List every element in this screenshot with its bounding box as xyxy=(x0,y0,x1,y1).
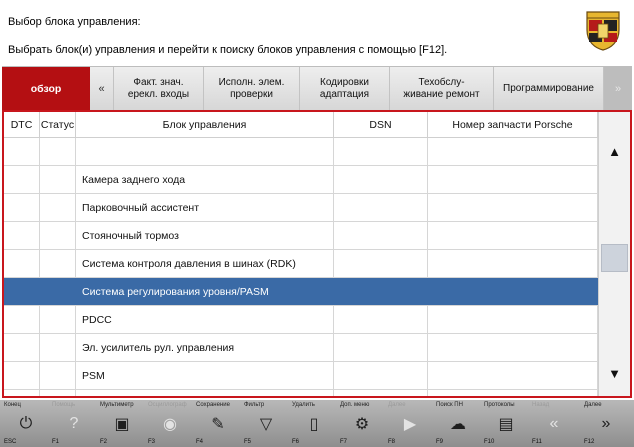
table-row[interactable] xyxy=(4,334,598,362)
control-unit-cell xyxy=(76,138,334,165)
multimeter-icon: ▣ xyxy=(114,416,130,433)
dsn-cell xyxy=(334,362,428,389)
dtc-cell xyxy=(4,222,40,249)
table-row[interactable] xyxy=(4,138,598,166)
part-number-cell xyxy=(428,334,598,361)
table-row[interactable] xyxy=(4,222,598,250)
status-cell xyxy=(40,362,76,389)
tab-coding-adaptation[interactable]: Кодировки адаптация xyxy=(300,67,390,111)
oscilloscope-button[interactable]: Осциллограф ◉ F3 xyxy=(148,402,187,445)
dtc-cell xyxy=(4,362,40,389)
power-icon: ⏻ xyxy=(19,415,33,432)
control-unit-cell: PSM xyxy=(76,362,334,389)
tab-scroll-left-button[interactable] xyxy=(90,67,114,111)
delete-icon: ▯ xyxy=(309,416,319,433)
forward-button[interactable]: Далее » F12 xyxy=(582,402,630,445)
function-key-bar xyxy=(0,400,634,447)
dtc-cell xyxy=(4,390,40,396)
back-button[interactable]: Назад « F11 xyxy=(530,402,578,445)
porsche-crest-logo xyxy=(583,8,623,52)
status-cell xyxy=(40,138,76,165)
status-cell xyxy=(40,194,76,221)
multimeter-button[interactable]: Мультиметр ▣ F2 xyxy=(100,402,134,445)
column-header-dsn[interactable]: DSN xyxy=(334,112,428,138)
scrollbar-thumb[interactable] xyxy=(601,244,628,272)
oscilloscope-icon: ◉ xyxy=(163,416,177,433)
help-button[interactable]: Помощь ? F1 xyxy=(50,402,98,445)
dsn-cell xyxy=(334,166,428,193)
page-title: Выбор блока управления: xyxy=(8,16,141,28)
table-row[interactable] xyxy=(4,390,598,396)
part-number-cell xyxy=(428,278,598,305)
extra-menu-icon: ⚙ xyxy=(354,416,370,433)
dtc-cell xyxy=(4,334,40,361)
part-number-cell xyxy=(428,194,598,221)
tab-actuator-tests[interactable]: Исполн. элем. проверки xyxy=(204,67,300,111)
scroll-up-button[interactable] xyxy=(599,134,630,168)
dsn-cell xyxy=(334,334,428,361)
status-cell xyxy=(40,222,76,249)
scroll-down-button[interactable] xyxy=(599,356,630,390)
column-header-control-unit[interactable]: Блок управления xyxy=(76,112,334,138)
dsn-cell xyxy=(334,250,428,277)
forward-icon: » xyxy=(601,415,611,432)
status-cell xyxy=(40,306,76,333)
protocols-icon: ▤ xyxy=(498,416,514,433)
tab-programming[interactable]: Программирование xyxy=(494,67,604,111)
control-unit-table xyxy=(2,110,632,398)
dsn-cell xyxy=(334,138,428,165)
status-cell xyxy=(40,250,76,277)
status-cell xyxy=(40,334,76,361)
chevron-double-left-icon: « xyxy=(98,83,105,95)
search-pn-icon: ☁ xyxy=(450,416,466,433)
table-row[interactable] xyxy=(4,362,598,390)
dtc-cell xyxy=(4,278,40,305)
dsn-cell xyxy=(334,278,428,305)
dtc-cell xyxy=(4,166,40,193)
dtc-cell xyxy=(4,138,40,165)
control-unit-cell: Парковочный ассистент xyxy=(76,194,334,221)
dtc-cell xyxy=(4,194,40,221)
triangle-up-icon: ▲ xyxy=(608,143,621,159)
part-number-cell xyxy=(428,250,598,277)
column-header-part-number[interactable]: Номер запчасти Porsche xyxy=(428,112,598,138)
status-cell xyxy=(40,390,76,396)
save-icon: ✎ xyxy=(211,416,225,433)
column-header-dtc[interactable]: DTC xyxy=(4,112,40,138)
tab-actual-values[interactable]: Факт. знач. ерекл. входы xyxy=(114,67,204,111)
table-body xyxy=(4,138,598,396)
control-unit-cell: Камера заднего хода xyxy=(76,166,334,193)
instruction-text: Выбрать блок(и) управления и перейти к поиску блоков управления с помощью [F12]. xyxy=(8,44,448,56)
part-number-cell xyxy=(428,138,598,165)
column-header-status[interactable]: Статус xyxy=(40,112,76,138)
filter-button[interactable]: Фильтр ▽ F5 xyxy=(242,402,290,445)
vertical-scrollbar[interactable] xyxy=(598,112,630,396)
tab-maintenance-repair[interactable]: Техобслу- живание ремонт xyxy=(390,67,494,111)
part-number-cell xyxy=(428,390,598,396)
table-row[interactable] xyxy=(4,250,598,278)
dtc-cell xyxy=(4,250,40,277)
dsn-cell xyxy=(334,306,428,333)
dsn-cell xyxy=(334,390,428,396)
extra-menu-button[interactable]: Доп. меню ⚙ F7 xyxy=(338,402,386,445)
control-unit-cell: Система регулирования уровня/PASM xyxy=(76,278,334,305)
table-header xyxy=(4,112,598,138)
control-unit-cell: Стояночный тормоз xyxy=(76,222,334,249)
part-number-cell xyxy=(428,362,598,389)
control-unit-cell: PDCC xyxy=(76,306,334,333)
next-icon: ▶ xyxy=(403,416,417,433)
end-button[interactable]: Конец ⏻ ESC xyxy=(2,402,50,445)
control-unit-cell: Эл. усилитель рул. управления xyxy=(76,334,334,361)
chevron-double-right-icon: » xyxy=(614,83,622,95)
part-number-cell xyxy=(428,166,598,193)
dsn-cell xyxy=(334,194,428,221)
tab-overview[interactable]: обзор xyxy=(2,67,90,111)
triangle-down-icon: ▼ xyxy=(608,365,621,381)
protocols-button[interactable]: Протоколы ▤ F10 xyxy=(482,402,530,445)
delete-button[interactable]: Удалить ▯ F6 xyxy=(290,402,338,445)
tab-bar xyxy=(2,66,632,110)
dsn-cell xyxy=(334,222,428,249)
status-cell xyxy=(40,166,76,193)
control-unit-cell xyxy=(76,390,334,396)
control-unit-cell: Система контроля давления в шинах (RDK) xyxy=(76,250,334,277)
table-row[interactable] xyxy=(4,194,598,222)
search-part-number-button[interactable]: Поиск ПН ☁ F9 xyxy=(434,402,482,445)
tab-scroll-right-button[interactable] xyxy=(604,67,632,111)
table-row-selected[interactable] xyxy=(4,278,598,306)
status-cell xyxy=(40,278,76,305)
table-row[interactable] xyxy=(4,306,598,334)
dtc-cell xyxy=(4,306,40,333)
save-button[interactable]: Сохранение ✎ F4 xyxy=(196,402,230,445)
filter-icon: ▽ xyxy=(259,416,273,433)
part-number-cell xyxy=(428,306,598,333)
back-icon: « xyxy=(549,415,559,432)
table-row[interactable] xyxy=(4,166,598,194)
part-number-cell xyxy=(428,222,598,249)
next-step-button[interactable]: Далее ▶ F8 xyxy=(386,402,434,445)
help-icon: ? xyxy=(69,415,79,432)
